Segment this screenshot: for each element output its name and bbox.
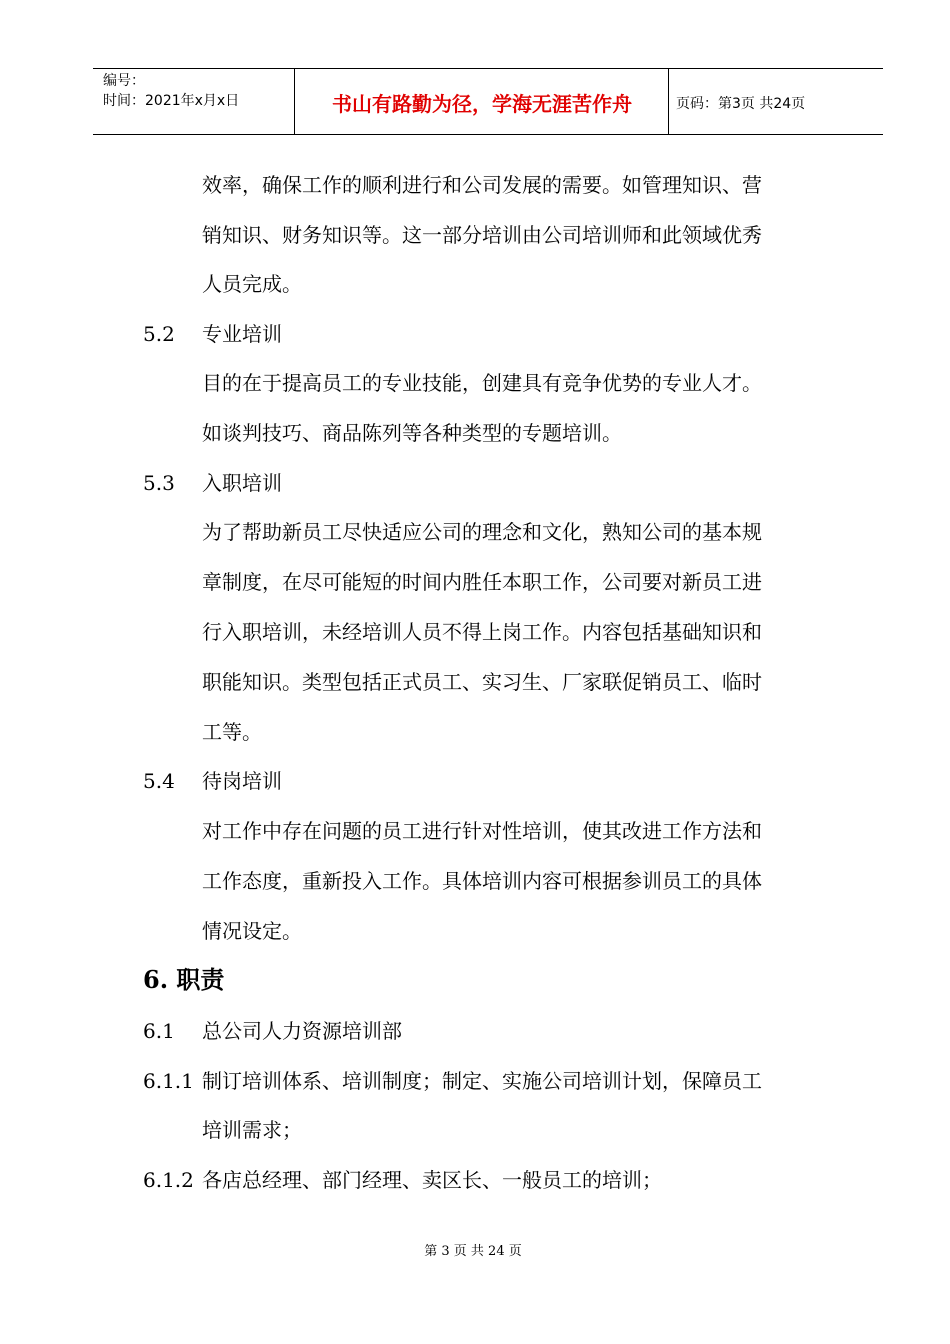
paragraph-line: 效率，确保工作的顺利进行和公司发展的需要。如管理知识、营 <box>202 173 762 197</box>
header-motto: 书山有路勤为径，学海无涯苦作舟 <box>332 92 632 116</box>
paragraph-line: 章制度，在尽可能短的时间内胜任本职工作，公司要对新员工进 <box>202 570 762 594</box>
section-number: 6.1.2 <box>143 1168 194 1192</box>
section-title: 总公司人力资源培训部 <box>202 1019 402 1043</box>
paragraph-line: 行入职培训，未经培训人员不得上岗工作。内容包括基础知识和 <box>202 620 762 644</box>
paragraph-line: 销知识、财务知识等。这一部分培训由公司培训师和此领域优秀 <box>202 223 762 247</box>
paragraph-line: 为了帮助新员工尽快适应公司的理念和文化，熟知公司的基本规 <box>202 520 762 544</box>
paragraph-line: 人员完成。 <box>202 272 302 296</box>
paragraph-line: 工等。 <box>202 720 262 744</box>
paragraph-line: 制订培训体系、培训制度；制定、实施公司培训计划，保障员工 <box>202 1069 762 1093</box>
page-footer: 第 3 页 共 24 页 <box>424 1244 522 1259</box>
section-number: 5.4 <box>143 769 175 793</box>
doc-time-label: 时间：2021年x月x日 <box>103 93 240 109</box>
paragraph-line: 目的在于提高员工的专业技能，创建具有竞争优势的专业人才。 <box>202 371 762 395</box>
section-title: 入职培训 <box>202 471 282 495</box>
section-number: 6.1 <box>143 1019 175 1043</box>
paragraph-line: 如谈判技巧、商品陈列等各种类型的专题培训。 <box>202 421 622 445</box>
paragraph-line: 各店总经理、部门经理、卖区长、一般员工的培训； <box>202 1168 662 1192</box>
paragraph-line: 工作态度，重新投入工作。具体培训内容可根据参训员工的具体 <box>202 869 762 893</box>
paragraph-line: 对工作中存在问题的员工进行针对性培训，使其改进工作方法和 <box>202 819 762 843</box>
section-number: 5.2 <box>143 322 175 346</box>
header-page-info: 页码：第3页 共24页 <box>676 95 806 112</box>
paragraph-line: 情况设定。 <box>202 919 302 943</box>
header-meta <box>103 71 239 111</box>
paragraph-line: 职能知识。类型包括正式员工、实习生、厂家联促销员工、临时 <box>202 670 762 694</box>
paragraph-line: 培训需求； <box>202 1118 302 1142</box>
section-heading: 6. 职责 <box>143 965 225 994</box>
doc-code-label: 编号： <box>103 73 145 89</box>
document-header <box>93 68 883 135</box>
section-number: 5.3 <box>143 471 175 495</box>
section-title: 专业培训 <box>202 322 282 346</box>
section-number: 6.1.1 <box>143 1069 194 1093</box>
section-title: 待岗培训 <box>202 769 282 793</box>
